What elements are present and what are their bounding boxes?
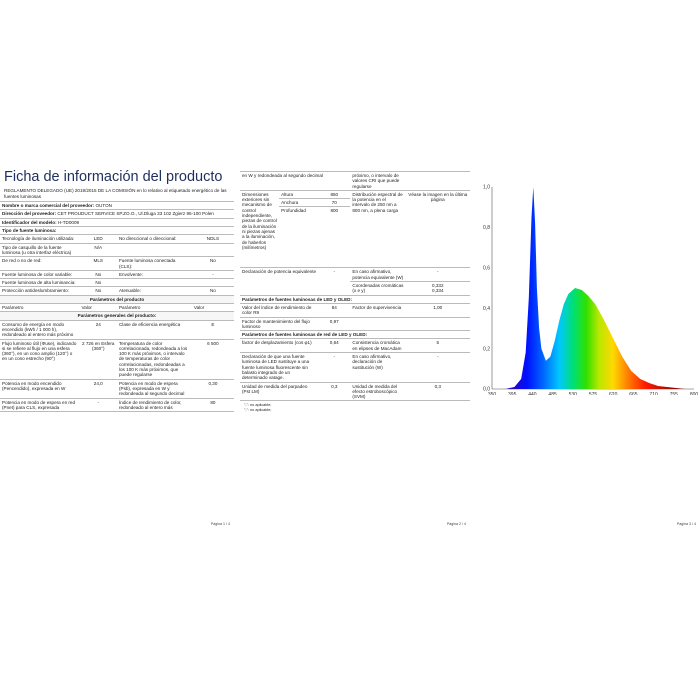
cell: en W y redondeada al segundo decimal — [240, 172, 350, 191]
table-row — [240, 317, 470, 331]
cell: E — [192, 320, 234, 339]
spectral-value: Véase la imagen en la última página — [406, 190, 470, 268]
cell: Declaración de que una fuente luminosa de LED sustituye a una fuente luminosa fluorescente sin balasto integrado de un determinado vatage. — [240, 353, 318, 382]
table-row — [240, 172, 470, 191]
cell — [117, 243, 192, 257]
cell: Profundidad — [279, 207, 318, 268]
cell: 850 — [318, 190, 350, 198]
x-tick-label: 575 — [588, 392, 598, 395]
cell: LED — [80, 235, 117, 243]
cell: 0,97 — [318, 317, 350, 331]
equivalent-power-value: - — [318, 268, 350, 295]
y-tick-label: 1,0 — [483, 184, 490, 191]
table-row — [240, 339, 470, 353]
chromaticity-label: Coordenadas cromáticas (x e y) — [350, 282, 405, 296]
cell: Índice de rendimiento de color, redondeado al entero más — [117, 398, 192, 412]
y-tick-label: 0,6 — [483, 265, 490, 272]
regulation-text: REGLAMENTO DELEGADO (UE) 2019/2015 DE LA COMISIÓN en lo relativo al etiquetado energético de las fuentes luminosas — [4, 188, 227, 199]
cell: Clase de eficiencia energética — [117, 320, 192, 339]
cell: 5 — [406, 339, 470, 353]
cell: Temperatura de color correlacionada, redondeada a los 100 K más próximos, o intervalo de temperaturas de color correlacionadas, redondeadas a los 100 K más próximos, que puede regularse — [117, 339, 192, 379]
cell: Fuente luminosa de color variable: — [0, 270, 80, 278]
table-row — [0, 379, 234, 398]
footnote: "-": no aplicable; — [244, 408, 272, 413]
table-row — [0, 257, 234, 271]
column-header: Valor — [80, 304, 117, 312]
cell: Valor del índice de rendimiento de color R9 — [240, 303, 318, 317]
footnote: "-": no aplicable; — [244, 403, 272, 408]
cell: - — [192, 270, 234, 278]
y-tick-label: 0,0 — [483, 386, 490, 393]
cell: 80 — [192, 398, 234, 412]
cell: - — [80, 398, 117, 412]
cell: Flujo luminoso útil (Φuse), indicando si se refiere al flujo en una esfera (360°), en un cono amplio (120°) o en un cono estrecho (90°) — [0, 339, 80, 379]
table-row — [0, 202, 234, 210]
table-row — [0, 320, 234, 339]
cell: 24,0 — [80, 379, 117, 398]
supplier-address-label: Dirección del proveedor: — [2, 211, 57, 217]
cell: Potencia en modo encendido (Pencendido), expresada en W — [0, 379, 80, 398]
table-row — [0, 339, 234, 379]
cell: De red o no de red: — [0, 257, 80, 271]
y-tick-label: 0,2 — [483, 346, 490, 353]
cell: No — [80, 279, 117, 287]
document-page-2 — [240, 165, 470, 530]
cell: Fuente luminosa conectada (CLS): — [117, 257, 192, 271]
table-row — [0, 287, 234, 295]
cell: Unidad de medida del efecto estroboscópico (SVM) — [350, 382, 405, 401]
cell: En caso afirmativo, potencia equivalente (W) — [350, 268, 405, 282]
y-tick-label: 0,8 — [483, 225, 490, 232]
cell — [192, 279, 234, 287]
cell: Potencia en modo de espera en red (Pnet) para CLS, expresada — [0, 398, 80, 412]
x-tick-label: 530 — [568, 392, 577, 395]
section-heading: Parámetros del producto — [0, 295, 234, 303]
cell: 2 726 en Esfera (360°) — [80, 339, 117, 379]
table-row — [0, 218, 234, 226]
document-page-1 — [0, 165, 234, 530]
x-tick-label: 800 — [689, 392, 699, 395]
x-tick-label: 620 — [609, 392, 618, 395]
cell: Tipo de casquillo de la fuente luminosa (u otra interfaz eléctrica) — [0, 243, 80, 257]
table-row — [0, 279, 234, 287]
cell: Envolvente: — [117, 270, 192, 278]
section-heading: Parámetros de fuentes luminosas de red de LED y OLED: — [240, 331, 470, 339]
table-row — [240, 268, 470, 282]
table-row — [0, 243, 234, 257]
cell: No direccional o direccional: — [117, 235, 192, 243]
spectrum-area-series-0 — [505, 187, 694, 389]
table-row — [0, 398, 234, 412]
model-value: H-TD0009 — [57, 219, 80, 225]
cell: MLS — [80, 257, 117, 271]
x-tick-label: 710 — [649, 392, 658, 395]
document-page-3 — [476, 165, 700, 530]
supplier-address-value: CET PROUDUCT SERVICE SP.ZO.O., Ul.Dluga 33 102 Zgierz 95-100 Polen — [57, 211, 214, 217]
cell: 1,00 — [406, 303, 470, 317]
cell: Anchura — [279, 199, 318, 207]
cell: factor de desplazamiento (cos φ1) — [240, 339, 318, 353]
supplier-name-label: Nombre o marca comercial del proveedor: — [2, 203, 95, 209]
cell: - — [406, 353, 470, 382]
x-tick-label: 665 — [629, 392, 638, 395]
cell: 24 — [80, 320, 117, 339]
x-tick-label: 485 — [548, 392, 557, 395]
table-row — [240, 190, 470, 198]
cell: No — [80, 270, 117, 278]
x-tick-label: 395 — [508, 392, 517, 395]
chromaticity-value — [406, 282, 470, 296]
table-row — [0, 210, 234, 218]
cell — [406, 172, 470, 191]
cell: No — [192, 287, 234, 295]
table-row — [240, 295, 470, 303]
footnotes — [240, 401, 470, 415]
table-row — [0, 312, 234, 320]
cell: 6 500 — [192, 339, 234, 379]
cell: 0,30 — [192, 379, 234, 398]
table-row — [0, 227, 234, 235]
cell: 800 — [318, 207, 350, 268]
cell — [406, 317, 470, 331]
cell: Altura — [279, 190, 318, 198]
cell — [117, 279, 192, 287]
cell: En caso afirmativo, declaración de sustitución (W) — [350, 353, 405, 382]
cell: NDLS — [192, 235, 234, 243]
product-info-table-continued — [240, 171, 470, 401]
cell: Potencia en modo de espera (Psb), expresada en W y redondeada al segundo decimal — [117, 379, 192, 398]
table-row — [0, 295, 234, 303]
cell: Unidad de medida del parpadeo (Pst LM) — [240, 382, 318, 401]
table-row — [240, 353, 470, 382]
model-label: Identificador del modelo: — [2, 219, 57, 225]
page-number: Página 1 / 4 — [210, 522, 230, 526]
cell — [350, 317, 405, 331]
section-heading: Parámetros generales del producto: — [0, 312, 234, 320]
table-row — [0, 270, 234, 278]
cell: - — [406, 268, 470, 282]
cell: Tecnología de iluminación utilizada: — [0, 235, 80, 243]
page-number: Página 3 / 4 — [676, 522, 696, 526]
cell: Protección antideslumbramiento: — [0, 287, 80, 295]
cell: No — [192, 257, 234, 271]
table-row — [240, 331, 470, 339]
cell: No — [80, 287, 117, 295]
x-tick-label: 755 — [669, 392, 678, 395]
table-row — [240, 382, 470, 401]
cell: Atenuable: — [117, 287, 192, 295]
cell: 84 — [318, 303, 350, 317]
table-row — [240, 303, 470, 317]
cell: Consistencia cromática en elipses de MacAdam — [350, 339, 405, 353]
cell — [192, 243, 234, 257]
cell: Consumo de energía en modo encendido (kWh / 1 000 h), redondeado al entero más próximo — [0, 320, 80, 339]
cell: 0,64 — [318, 339, 350, 353]
cell: 0,3 — [406, 382, 470, 401]
cell: 0,3 — [318, 382, 350, 401]
section-heading: Parámetros de fuentes luminosas de LED y OLED: — [240, 295, 470, 303]
supplier-name-value: OUTON — [95, 203, 112, 209]
cell: próximo, o intervalo de valores CRI que puede regularse — [350, 172, 405, 191]
column-header: Valor — [192, 304, 234, 312]
cell: 70 — [318, 199, 350, 207]
chromaticity-y: 0,334 — [432, 288, 444, 294]
type-heading: Tipo de fuente luminosa: — [0, 227, 234, 235]
equivalent-power-label: Declaración de potencia equivalente — [240, 268, 318, 295]
y-tick-label: 0,4 — [483, 305, 490, 312]
cell: Factor de supervivencia — [350, 303, 405, 317]
page-title: Ficha de información del producto — [4, 169, 223, 185]
spectral-distribution-chart — [476, 165, 700, 395]
cell: Factor de mantenimiento del flujo luminoso — [240, 317, 318, 331]
page-number: Página 2 / 4 — [446, 522, 466, 526]
x-tick-label: 350 — [487, 392, 497, 395]
x-tick-label: 440 — [528, 392, 537, 395]
spectral-label: Distribución espectral de la potencia en el intervalo de 250 nm a 800 nm, a plena carga — [350, 190, 405, 268]
dimensions-label: Dimensiones exteriores sin mecanismo de control independiente, piezas de control de la iluminación ni piezas ajenas a la iluminación, de haberlos (milímetros) — [240, 190, 279, 268]
cell: N/A — [80, 243, 117, 257]
chart-marks — [505, 187, 694, 389]
cell: Fuente luminosa de alta luminancia: — [0, 279, 80, 287]
table-row — [0, 235, 234, 243]
product-info-table — [0, 201, 234, 412]
column-header: Parámetro — [0, 304, 80, 312]
cell: - — [318, 353, 350, 382]
column-header: Parámetro — [117, 304, 192, 312]
table-header-row — [0, 304, 234, 312]
chromaticity-x: 0,332 — [432, 283, 444, 289]
